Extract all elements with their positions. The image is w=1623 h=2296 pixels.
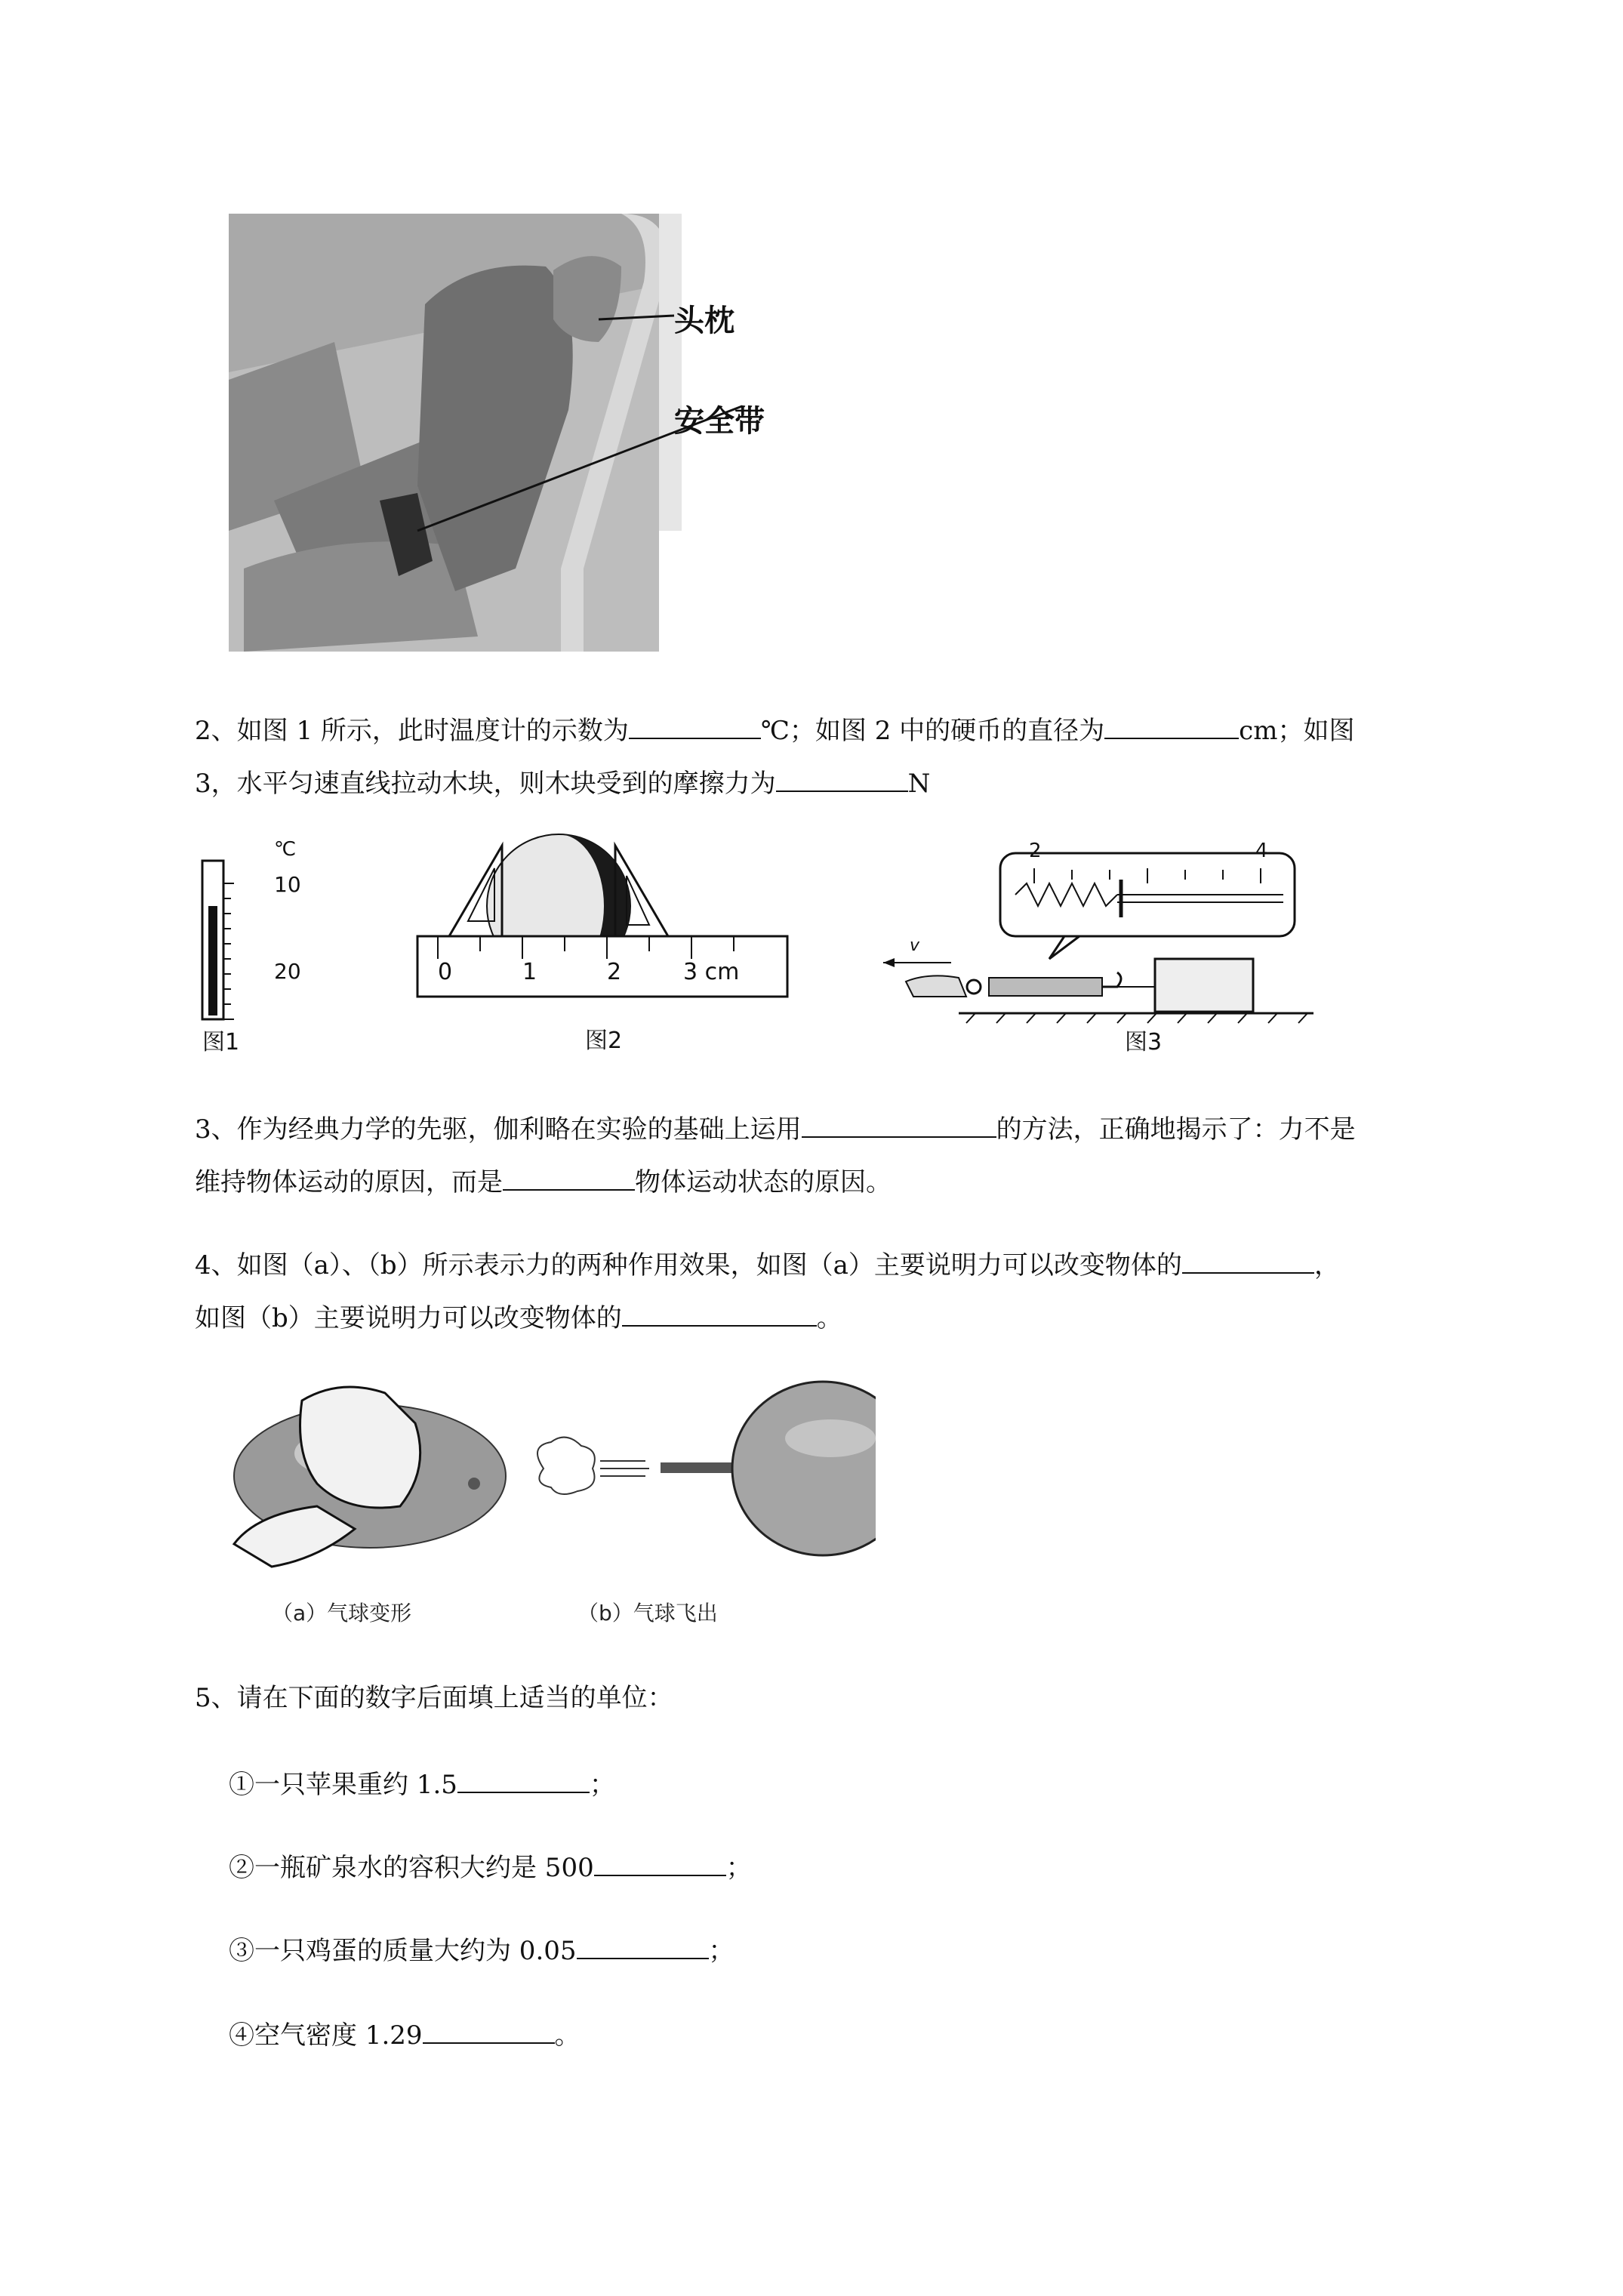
q4-blank-b[interactable] bbox=[622, 1299, 817, 1327]
q5-item-3-text: ③一只鸡蛋的质量大约为 0.05 bbox=[229, 1936, 577, 1966]
fig3-spring-scale bbox=[876, 840, 1321, 1065]
q5-item-3-end: ； bbox=[708, 1936, 735, 1966]
q3-line-2 bbox=[195, 1163, 892, 1199]
q5-item-3 bbox=[229, 1932, 735, 1968]
q4-text-2b: 。 bbox=[816, 1303, 842, 1333]
q5-item-4-text: ④空气密度 1.29 bbox=[229, 2020, 423, 2051]
fig1-unit: ℃ bbox=[274, 838, 297, 861]
fig2-tick-3: 3 cm bbox=[683, 959, 740, 985]
q3-text-2a: 维持物体运动的原因，而是 bbox=[195, 1167, 503, 1197]
fig2-ruler-coin bbox=[411, 808, 804, 1065]
q5-intro: 5、请在下面的数字后面填上适当的单位： bbox=[195, 1683, 673, 1713]
q2-text-1c: cm；如图 bbox=[1239, 716, 1355, 746]
spring-scale-drawing bbox=[876, 846, 1321, 1065]
q3-blank-change[interactable] bbox=[503, 1163, 635, 1191]
q4-text-2a: 如图（b）主要说明力可以改变物体的 bbox=[195, 1303, 622, 1333]
q4-text-1b: ， bbox=[1313, 1250, 1340, 1281]
fig3-scale-4: 4 bbox=[1255, 840, 1268, 862]
fig1-caption: 图1 bbox=[202, 1029, 240, 1056]
fig1-tick-20: 20 bbox=[274, 959, 301, 984]
fig2-tick-2: 2 bbox=[607, 959, 622, 985]
q3-line-1 bbox=[195, 1111, 1356, 1146]
q5-item-1-text: ①一只苹果重约 1.5 bbox=[229, 1770, 457, 1800]
fig1-tick-10: 10 bbox=[274, 872, 301, 897]
fig2-caption: 图2 bbox=[585, 1028, 623, 1054]
q2-blank-friction[interactable] bbox=[776, 765, 908, 792]
q5-item-1-end: ； bbox=[589, 1770, 615, 1800]
q5-item-2-end: ； bbox=[725, 1853, 752, 1883]
caption-balloon-a: （a）气球变形 bbox=[272, 1601, 412, 1626]
q2-text-2a: 3，水平匀速直线拉动木块，则木块受到的摩擦力为 bbox=[195, 769, 776, 799]
fig2-tick-0: 0 bbox=[438, 959, 453, 985]
q5-item-2-text: ②一瓶矿泉水的容积大约是 500 bbox=[229, 1853, 594, 1883]
q5-item-4 bbox=[229, 2017, 581, 2052]
q4-line-2 bbox=[195, 1299, 842, 1335]
label-headrest: 头枕 bbox=[674, 304, 735, 338]
q3-text-1b: 的方法，正确地揭示了：力不是 bbox=[996, 1114, 1356, 1145]
q2-blank-diameter[interactable] bbox=[1104, 712, 1239, 739]
label-seatbelt: 安全带 bbox=[674, 404, 765, 439]
q2-text-2b: N bbox=[907, 769, 931, 799]
balloon-figures bbox=[226, 1378, 876, 1635]
fig3-caption: 图3 bbox=[1125, 1029, 1163, 1056]
car-seat-figure bbox=[229, 214, 772, 652]
q4-line-1 bbox=[195, 1247, 1340, 1282]
q5-item-4-blank[interactable] bbox=[423, 2017, 555, 2044]
q5-item-3-blank[interactable] bbox=[577, 1932, 709, 1959]
fig2-tick-1: 1 bbox=[522, 959, 537, 985]
fig3-v-label: v bbox=[910, 936, 920, 955]
q2-text-1a: 2、如图 1 所示，此时温度计的示数为 bbox=[195, 716, 629, 746]
q3-text-1a: 3、作为经典力学的先驱，伽利略在实验的基础上运用 bbox=[195, 1114, 802, 1145]
q2-line-1 bbox=[195, 712, 1354, 747]
q2-text-1b: ℃；如图 2 中的硬币的直径为 bbox=[760, 716, 1105, 746]
balloon-drawing bbox=[226, 1378, 876, 1574]
q3-text-2b: 物体运动状态的原因。 bbox=[635, 1167, 892, 1197]
q5-item-2 bbox=[229, 1849, 752, 1885]
q4-text-1a: 4、如图（a）、（b）所示表示力的两种作用效果，如图（a）主要说明力可以改变物体的 bbox=[195, 1250, 1182, 1281]
q5-item-1 bbox=[229, 1766, 615, 1801]
q5-item-4-end: 。 bbox=[554, 2020, 581, 2051]
q3-blank-method[interactable] bbox=[802, 1111, 996, 1138]
q5-item-1-blank[interactable] bbox=[457, 1766, 590, 1793]
q2-line-2 bbox=[195, 765, 930, 800]
q5-item-2-blank[interactable] bbox=[594, 1849, 726, 1876]
fig3-scale-2: 2 bbox=[1029, 840, 1042, 862]
fig1-thermometer bbox=[195, 838, 323, 1057]
caption-balloon-b: （b）气球飞出 bbox=[577, 1601, 718, 1626]
q4-blank-a[interactable] bbox=[1182, 1247, 1314, 1274]
q2-blank-temperature[interactable] bbox=[629, 712, 761, 739]
